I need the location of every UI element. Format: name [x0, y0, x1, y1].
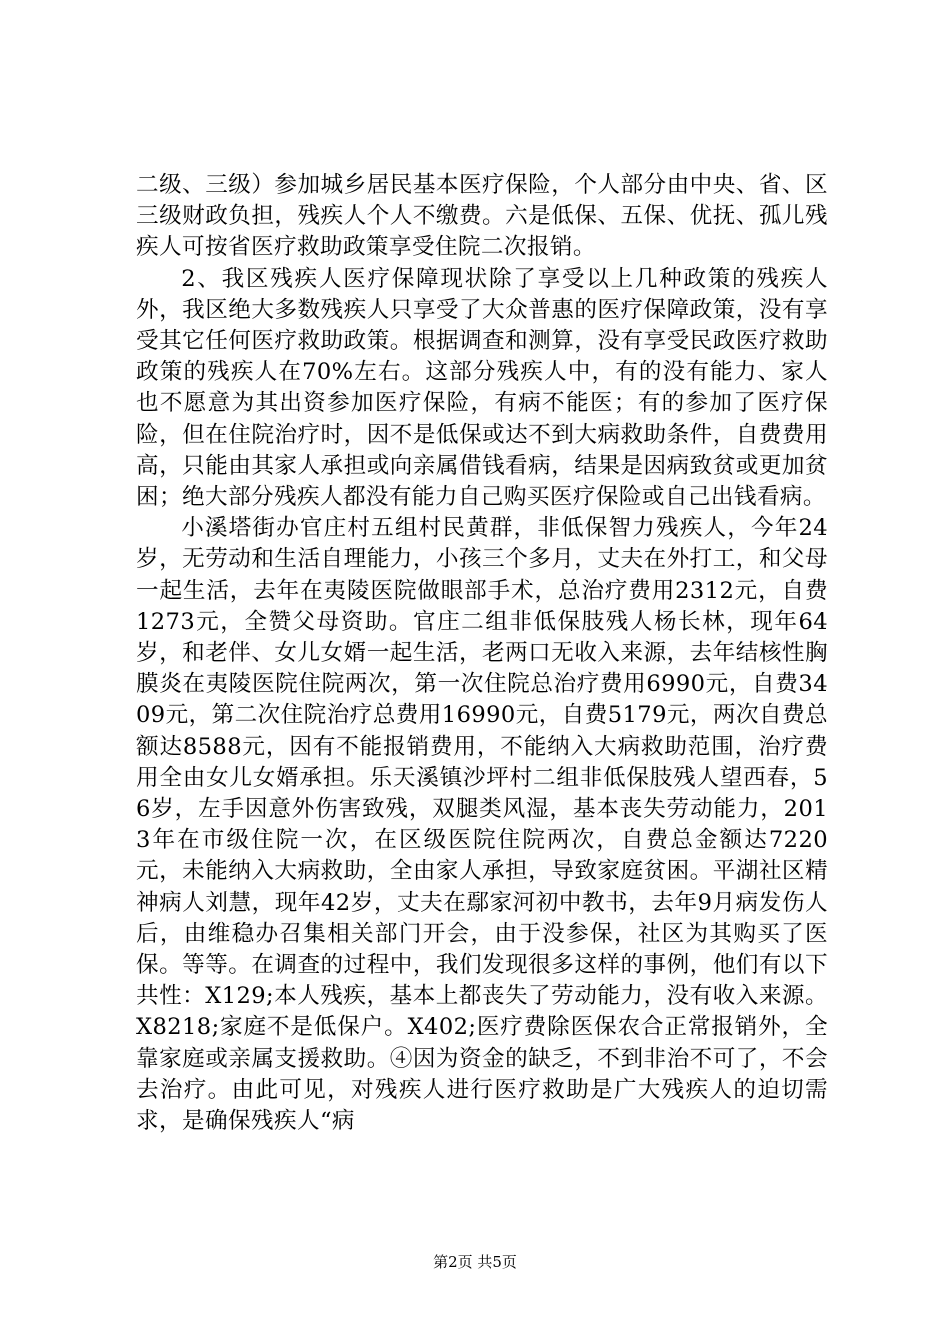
paragraph-3: 小溪塔街办官庄村五组村民黄群，非低保智力残疾人，今年24岁，无劳动和生活自理能力，小孩三个多月，丈夫在外打工，和父母一起生活，去年在夷陵医院做眼部手术，总治疗费用2312元，自费1273元，全赞父母资助。官庄二组非低保肢残人杨长林，现年64岁，和老伴、女儿女婿一起生活，老两口无收入来源，去年结核性胸膜炎在夷陵医院住院两次，第一次住院总治疗费用6990元，自费3409元，第二次住院治疗总费用16990元，自费5179元，两次自费总额达8588元，因有不能报销费用，不能纳入大病救助范围，治疗费用全由女儿女婿承担。乐天溪镇沙坪村二组非低保肢残人望西春，56岁，左手因意外伤害致残，双腿类风湿，基本丧失劳动能力，2013年在市级住院一次，在区级医院住院两次，自费总金额达7220元，未能纳入大病救助，全由家人承担，导致家庭贫困。平湖社区精神病人刘慧，现年42岁，丈夫在鄢家河初中教书，去年9月病发伤人后，由维稳办召集相关部门开会，由于没参保，社区为其购买了医保。等等。在调查的过程中，我们发现很多这样的事例，他们有以下共性：X129;本人残疾，基本上都丧失了劳动能力，没有收入来源。X8218;家庭不是低保户。X402;医疗费除医保农合正常报销外，全靠家庭或亲属支援救助。④因为资金的缺乏，不到非治不可了，不会去治疗。由此可见，对残疾人进行医疗救助是广大残疾人的迫切需求，是确保残疾人“病: [136, 515, 828, 1135]
paragraph-2: 2、我区残疾人医疗保障现状除了享受以上几种政策的残疾人外，我区绝大多数残疾人只享受了大众普惠的医疗保障政策，没有享受其它任何医疗救助政策。根据调查和测算，没有享受民政医疗救助政策的残疾人在70%左右。这部分残疾人中，有的没有能力、家人也不愿意为其出资参加医疗保险，有病不能医；有的参加了医疗保险，但在住院治疗时，因不是低保或达不到大病救助条件，自费费用高，只能由其家人承担或向亲属借钱看病，结果是因病致贫或更加贫困；绝大部分残疾人都没有能力自己购买医疗保险或自己出钱看病。: [136, 265, 828, 511]
body-text: [136, 170, 828, 1137]
paragraph-1: 二级、三级）参加城乡居民基本医疗保险，个人部分由中央、省、区三级财政负担，残疾人个人不缴费。六是低保、五保、优抚、孤儿残疾人可按省医疗救助政策享受住院二次报销。: [136, 172, 828, 261]
page-footer: 第2页 共5页: [433, 1253, 517, 1271]
